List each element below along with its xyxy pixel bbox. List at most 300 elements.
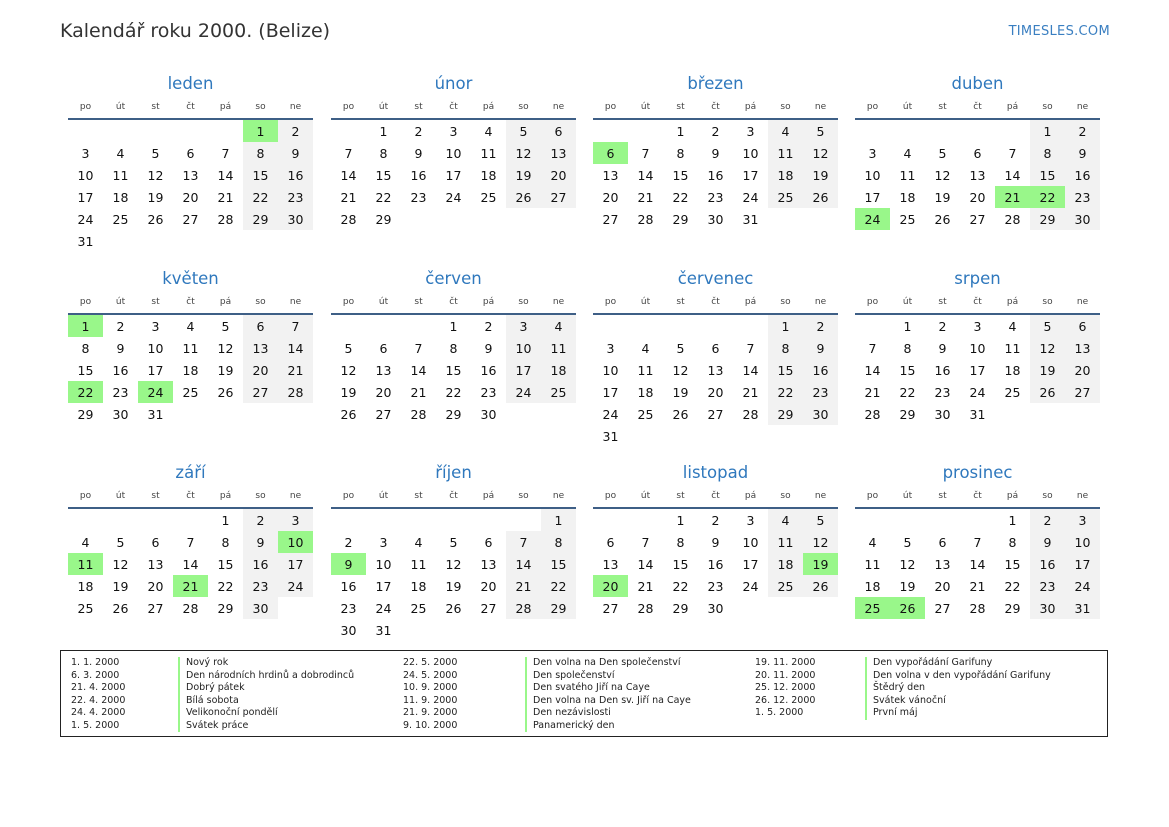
day-grid: [331, 315, 576, 425]
day-cell: 11: [68, 553, 103, 575]
empty-cell: [138, 230, 173, 252]
day-cell: 24: [1065, 575, 1100, 597]
day-cell: 12: [672, 362, 689, 378]
weekday-label: ne: [1076, 297, 1089, 307]
day-cell: 4: [484, 123, 493, 139]
empty-cell: [366, 315, 401, 337]
day-cell: 14: [410, 362, 427, 378]
weekday-label: pá: [744, 491, 757, 501]
day-cell: 7: [221, 145, 230, 161]
day-cell: 4: [116, 145, 125, 161]
day-cell: 23: [707, 578, 724, 594]
day-cell: 28: [1004, 211, 1021, 227]
day-grid: [68, 120, 313, 252]
empty-cell: [401, 315, 436, 337]
day-cell: 25: [899, 211, 916, 227]
day-cell: 6: [243, 315, 278, 337]
month-5: [68, 267, 313, 425]
day-cell: 1: [449, 318, 458, 334]
empty-cell: [541, 619, 576, 641]
weekday-label: st: [414, 102, 423, 112]
day-cell: 9: [278, 142, 313, 164]
weekday-label: po: [342, 297, 355, 307]
legend-date: 1. 5. 2000: [71, 719, 120, 731]
day-cell: 3: [746, 512, 755, 528]
holiday-legend: [60, 650, 1108, 737]
day-cell: 21: [995, 186, 1030, 208]
month-3: [593, 72, 838, 230]
day-cell: 22: [1004, 578, 1021, 594]
site-link[interactable]: TIMESLES.COM: [1008, 24, 1110, 39]
day-cell: 19: [803, 164, 838, 186]
month-name: červen: [425, 269, 482, 288]
empty-cell: [733, 597, 768, 619]
day-cell: 16: [1065, 164, 1100, 186]
day-cell: 11: [1004, 340, 1021, 356]
empty-cell: [593, 509, 628, 531]
day-cell: 10: [1065, 531, 1100, 553]
day-cell: 23: [707, 189, 724, 205]
day-cell: 31: [602, 428, 619, 444]
day-cell: 10: [969, 340, 986, 356]
day-cell: 24: [742, 578, 759, 594]
day-cell: 12: [803, 531, 838, 553]
day-cell: 6: [938, 534, 947, 550]
day-grid: [593, 120, 838, 230]
day-cell: 14: [742, 362, 759, 378]
day-cell: 14: [278, 337, 313, 359]
weekday-label: po: [866, 491, 879, 501]
weekday-label: pá: [482, 491, 495, 501]
month-name: březen: [687, 74, 744, 93]
day-cell: 13: [182, 167, 199, 183]
empty-cell: [855, 315, 890, 337]
day-cell: 14: [637, 556, 654, 572]
weekday-header: [593, 96, 838, 120]
weekday-label: čt: [186, 297, 195, 307]
day-cell: 30: [112, 406, 129, 422]
day-cell: 16: [707, 556, 724, 572]
day-cell: 10: [742, 534, 759, 550]
day-cell: 2: [484, 318, 493, 334]
day-cell: 30: [1065, 208, 1100, 230]
day-cell: 15: [672, 167, 689, 183]
day-cell: 25: [77, 600, 94, 616]
day-cell: 19: [506, 164, 541, 186]
day-cell: 12: [445, 556, 462, 572]
day-cell: 4: [768, 509, 803, 531]
legend-date: 24. 4. 2000: [71, 707, 126, 718]
day-cell: 29: [77, 406, 94, 422]
weekday-label: čt: [973, 491, 982, 501]
day-cell: 22: [68, 381, 103, 403]
day-cell: 27: [541, 186, 576, 208]
day-cell: 25: [1004, 384, 1021, 400]
day-cell: 16: [480, 362, 497, 378]
day-grid: [593, 315, 838, 447]
empty-cell: [103, 230, 138, 252]
day-cell: 17: [742, 167, 759, 183]
legend-holiday-name: Den vypořádání Garifuny: [865, 657, 992, 670]
day-cell: 24: [375, 600, 392, 616]
empty-cell: [698, 315, 733, 337]
empty-cell: [960, 509, 995, 531]
day-cell: 27: [243, 381, 278, 403]
day-cell: 20: [602, 189, 619, 205]
empty-cell: [331, 315, 366, 337]
empty-cell: [506, 619, 541, 641]
day-cell: 29: [768, 403, 803, 425]
day-cell: 24: [278, 575, 313, 597]
day-cell: 27: [969, 211, 986, 227]
weekday-label: čt: [449, 297, 458, 307]
day-cell: 13: [602, 167, 619, 183]
day-cell: 13: [147, 556, 164, 572]
empty-cell: [243, 230, 278, 252]
day-cell: 4: [903, 145, 912, 161]
empty-cell: [331, 120, 366, 142]
weekday-label: út: [378, 491, 389, 501]
day-cell: 24: [138, 381, 173, 403]
day-cell: 20: [375, 384, 392, 400]
day-cell: 26: [217, 384, 234, 400]
day-cell: 15: [375, 167, 392, 183]
weekday-label: ne: [289, 102, 302, 112]
day-cell: 28: [742, 406, 759, 422]
weekday-label: st: [151, 297, 160, 307]
day-cell: 7: [506, 531, 541, 553]
day-cell: 1: [379, 123, 388, 139]
weekday-label: pá: [1006, 102, 1019, 112]
day-cell: 28: [969, 600, 986, 616]
day-cell: 28: [278, 381, 313, 403]
day-cell: 19: [112, 578, 129, 594]
month-name: říjen: [435, 463, 472, 482]
day-cell: 8: [768, 337, 803, 359]
day-cell: 28: [637, 211, 654, 227]
day-cell: 3: [606, 340, 615, 356]
weekday-label: ne: [814, 102, 827, 112]
day-cell: 28: [182, 600, 199, 616]
day-cell: 25: [637, 406, 654, 422]
day-cell: 18: [899, 189, 916, 205]
day-cell: 9: [938, 340, 947, 356]
day-cell: 31: [77, 233, 94, 249]
legend-date: 21. 9. 2000: [403, 707, 458, 718]
day-cell: 29: [1004, 600, 1021, 616]
weekday-label: st: [151, 491, 160, 501]
day-cell: 6: [484, 534, 493, 550]
day-cell: 6: [1065, 315, 1100, 337]
day-cell: 2: [938, 318, 947, 334]
weekday-label: po: [79, 297, 92, 307]
day-cell: 21: [217, 189, 234, 205]
day-cell: 8: [1030, 142, 1065, 164]
day-cell: 8: [541, 531, 576, 553]
day-cell: 30: [278, 208, 313, 230]
month-8: [855, 267, 1100, 425]
day-cell: 21: [340, 189, 357, 205]
day-cell: 19: [445, 578, 462, 594]
weekday-header: [855, 485, 1100, 509]
empty-cell: [855, 509, 890, 531]
day-cell: 10: [602, 362, 619, 378]
empty-cell: [768, 208, 803, 230]
empty-cell: [663, 315, 698, 337]
day-grid: [68, 509, 313, 619]
day-cell: 27: [707, 406, 724, 422]
legend-holiday-name: Den volna na Den společenství: [525, 657, 681, 670]
weekday-label: út: [115, 491, 126, 501]
day-cell: 2: [711, 123, 720, 139]
day-cell: 10: [742, 145, 759, 161]
day-cell: 15: [217, 556, 234, 572]
day-cell: 19: [1030, 359, 1065, 381]
day-cell: 15: [243, 164, 278, 186]
empty-cell: [243, 403, 278, 425]
day-cell: 29: [243, 208, 278, 230]
weekday-label: čt: [186, 102, 195, 112]
day-cell: 2: [116, 318, 125, 334]
day-cell: 20: [541, 164, 576, 186]
weekday-label: so: [780, 491, 791, 501]
empty-cell: [1065, 403, 1100, 425]
day-cell: 13: [707, 362, 724, 378]
month-name: srpen: [954, 269, 1001, 288]
day-cell: 24: [969, 384, 986, 400]
month-name: červenec: [677, 269, 754, 288]
day-cell: 26: [1030, 381, 1065, 403]
day-cell: 23: [340, 600, 357, 616]
day-cell: 6: [711, 340, 720, 356]
day-cell: 14: [969, 556, 986, 572]
day-cell: 5: [506, 120, 541, 142]
day-cell: 5: [344, 340, 353, 356]
day-cell: 19: [934, 189, 951, 205]
day-cell: 18: [864, 578, 881, 594]
day-cell: 8: [1008, 534, 1017, 550]
day-cell: 22: [899, 384, 916, 400]
legend-holiday-name: Velikonoční pondělí: [178, 707, 278, 720]
day-cell: 3: [868, 145, 877, 161]
day-cell: 21: [742, 384, 759, 400]
day-cell: 6: [606, 534, 615, 550]
weekday-label: čt: [973, 297, 982, 307]
weekday-label: čt: [973, 102, 982, 112]
day-cell: 8: [379, 145, 388, 161]
empty-cell: [628, 509, 663, 531]
weekday-label: út: [640, 102, 651, 112]
day-cell: 19: [147, 189, 164, 205]
empty-cell: [68, 120, 103, 142]
day-cell: 25: [541, 381, 576, 403]
day-cell: 1: [1008, 512, 1017, 528]
empty-cell: [855, 120, 890, 142]
day-cell: 23: [803, 381, 838, 403]
day-cell: 14: [217, 167, 234, 183]
weekday-label: st: [676, 491, 685, 501]
empty-cell: [208, 230, 243, 252]
day-cell: 13: [541, 142, 576, 164]
empty-cell: [541, 208, 576, 230]
weekday-label: so: [255, 491, 266, 501]
weekday-label: pá: [1006, 491, 1019, 501]
day-cell: 2: [803, 315, 838, 337]
day-cell: 12: [217, 340, 234, 356]
day-cell: 16: [112, 362, 129, 378]
weekday-label: st: [676, 297, 685, 307]
day-cell: 17: [147, 362, 164, 378]
weekday-label: ne: [289, 491, 302, 501]
day-cell: 18: [637, 384, 654, 400]
day-cell: 19: [803, 553, 838, 575]
day-cell: 15: [1004, 556, 1021, 572]
day-cell: 11: [480, 145, 497, 161]
legend-date: 9. 10. 2000: [403, 719, 458, 731]
weekday-label: st: [938, 491, 947, 501]
weekday-label: ne: [814, 491, 827, 501]
day-cell: 5: [903, 534, 912, 550]
day-cell: 25: [410, 600, 427, 616]
day-cell: 28: [217, 211, 234, 227]
day-cell: 9: [711, 534, 720, 550]
weekday-label: pá: [219, 102, 232, 112]
day-cell: 16: [243, 553, 278, 575]
day-cell: 9: [803, 337, 838, 359]
day-cell: 12: [506, 142, 541, 164]
weekday-label: út: [378, 297, 389, 307]
day-cell: 15: [445, 362, 462, 378]
day-cell: 7: [641, 534, 650, 550]
day-cell: 13: [243, 337, 278, 359]
day-cell: 11: [864, 556, 881, 572]
legend-date: 11. 9. 2000: [403, 694, 458, 706]
empty-cell: [995, 120, 1030, 142]
day-cell: 21: [637, 578, 654, 594]
weekday-label: po: [79, 491, 92, 501]
day-cell: 18: [410, 578, 427, 594]
day-cell: 23: [112, 384, 129, 400]
day-cell: 3: [379, 534, 388, 550]
day-cell: 2: [414, 123, 423, 139]
empty-cell: [628, 120, 663, 142]
day-cell: 3: [746, 123, 755, 139]
empty-cell: [471, 619, 506, 641]
day-cell: 6: [151, 534, 160, 550]
day-cell: 5: [803, 120, 838, 142]
day-cell: 11: [541, 337, 576, 359]
day-cell: 5: [803, 509, 838, 531]
empty-cell: [366, 509, 401, 531]
day-cell: 4: [81, 534, 90, 550]
empty-cell: [278, 230, 313, 252]
empty-cell: [593, 120, 628, 142]
month-4: [855, 72, 1100, 230]
day-cell: 26: [672, 406, 689, 422]
day-cell: 2: [711, 512, 720, 528]
day-cell: 7: [344, 145, 353, 161]
weekday-header: [593, 291, 838, 315]
day-cell: 13: [969, 167, 986, 183]
day-cell: 16: [340, 578, 357, 594]
day-cell: 21: [410, 384, 427, 400]
day-cell: 29: [541, 597, 576, 619]
day-cell: 25: [480, 189, 497, 205]
day-cell: 15: [77, 362, 94, 378]
weekday-label: so: [518, 491, 529, 501]
weekday-label: so: [518, 102, 529, 112]
day-cell: 5: [151, 145, 160, 161]
day-cell: 1: [221, 512, 230, 528]
month-name: leden: [167, 74, 214, 93]
weekday-label: so: [518, 297, 529, 307]
day-cell: 10: [506, 337, 541, 359]
day-cell: 8: [81, 340, 90, 356]
day-cell: 10: [445, 145, 462, 161]
day-cell: 31: [147, 406, 164, 422]
day-cell: 22: [243, 186, 278, 208]
weekday-label: so: [1042, 491, 1053, 501]
weekday-header: [593, 485, 838, 509]
month-11: [593, 461, 838, 619]
legend-date: 24. 5. 2000: [403, 669, 458, 681]
day-cell: 18: [1004, 362, 1021, 378]
day-cell: 11: [899, 167, 916, 183]
empty-cell: [768, 597, 803, 619]
day-cell: 9: [243, 531, 278, 553]
day-cell: 5: [938, 145, 947, 161]
day-grid: [855, 315, 1100, 425]
day-cell: 9: [711, 145, 720, 161]
day-cell: 22: [768, 381, 803, 403]
day-cell: 29: [445, 406, 462, 422]
empty-cell: [890, 509, 925, 531]
day-grid: [68, 315, 313, 425]
day-cell: 9: [1065, 142, 1100, 164]
day-cell: 26: [803, 186, 838, 208]
day-cell: 7: [186, 534, 195, 550]
day-cell: 30: [480, 406, 497, 422]
empty-cell: [173, 403, 208, 425]
day-cell: 3: [506, 315, 541, 337]
day-cell: 22: [541, 575, 576, 597]
day-cell: 9: [331, 553, 366, 575]
day-cell: 16: [934, 362, 951, 378]
month-name: duben: [951, 74, 1004, 93]
empty-cell: [68, 509, 103, 531]
day-cell: 10: [864, 167, 881, 183]
day-cell: 15: [672, 556, 689, 572]
weekday-label: ne: [552, 102, 565, 112]
day-cell: 31: [375, 622, 392, 638]
day-cell: 29: [375, 211, 392, 227]
day-cell: 20: [480, 578, 497, 594]
day-cell: 7: [746, 340, 755, 356]
legend-date: 22. 5. 2000: [403, 657, 458, 668]
day-cell: 15: [899, 362, 916, 378]
day-cell: 25: [112, 211, 129, 227]
day-cell: 30: [934, 406, 951, 422]
day-cell: 2: [344, 534, 353, 550]
day-cell: 31: [969, 406, 986, 422]
day-cell: 24: [77, 211, 94, 227]
day-cell: 1: [68, 315, 103, 337]
weekday-label: pá: [219, 297, 232, 307]
legend-date: 22. 4. 2000: [71, 694, 126, 706]
legend-date: 21. 4. 2000: [71, 682, 126, 693]
weekday-label: ne: [814, 297, 827, 307]
weekday-label: st: [414, 297, 423, 307]
